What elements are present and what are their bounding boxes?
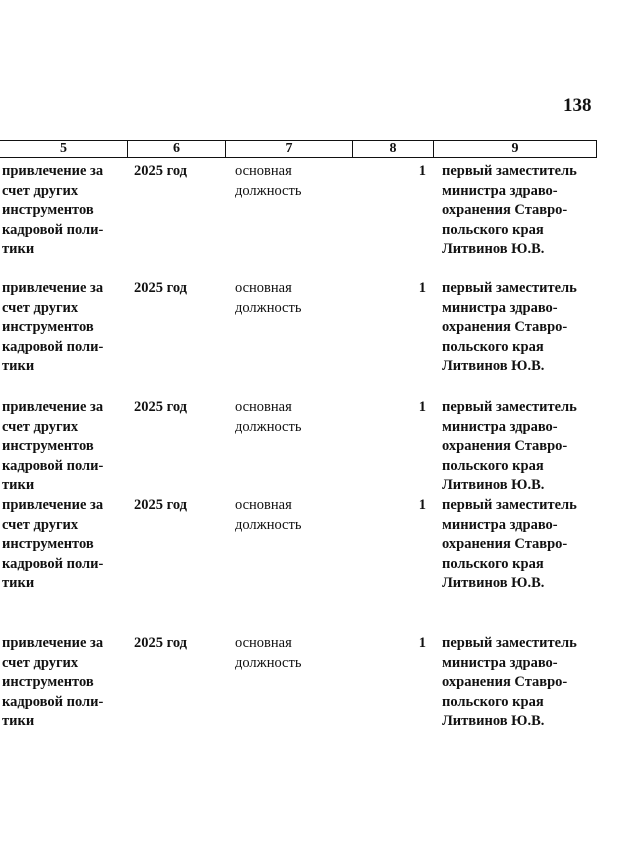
column-header-6: 6 [128,141,226,157]
cell-year: 2025 год [134,399,188,415]
cell-method: привлечение за счет других инструментов кадровой поли- тики [2,163,104,257]
cell-count: 1 [418,635,426,651]
cell-responsible: первый заместитель министра здраво- охранения Ставро- польского края Литвинов Ю.В. [442,635,577,729]
cell-method: привлечение за счет других инструментов кадровой поли- тики [2,635,104,729]
column-header-8: 8 [353,141,434,157]
table-header [0,140,597,158]
cell-year: 2025 год [134,280,188,296]
page-number: 138 [563,95,592,116]
cell-method: привлечение за счет других инструментов кадровой поли- тики [2,497,104,591]
table-row [0,398,600,508]
cell-count: 1 [418,280,426,296]
cell-responsible: первый заместитель министра здраво- охранения Ставро- польского края Литвинов Ю.В. [442,280,577,374]
cell-year: 2025 год [134,635,188,651]
table-row [0,162,600,272]
cell-position: основная должность [235,280,302,316]
cell-responsible: первый заместитель министра здраво- охранения Ставро- польского края Литвинов Ю.В. [442,497,577,591]
cell-position: основная должность [235,163,302,199]
column-header-5: 5 [0,141,128,157]
cell-year: 2025 год [134,163,188,179]
table-row [0,496,600,606]
table-row [0,634,600,744]
cell-count: 1 [418,399,426,415]
cell-position: основная должность [235,497,302,533]
cell-year: 2025 год [134,497,188,513]
column-header-7: 7 [226,141,353,157]
table-row [0,279,600,389]
cell-count: 1 [418,497,426,513]
cell-method: привлечение за счет других инструментов кадровой поли- тики [2,399,104,493]
column-header-9: 9 [434,141,597,157]
cell-responsible: первый заместитель министра здраво- охранения Ставро- польского края Литвинов Ю.В. [442,163,577,257]
cell-method: привлечение за счет других инструментов кадровой поли- тики [2,280,104,374]
cell-count: 1 [418,163,426,179]
cell-position: основная должность [235,399,302,435]
cell-responsible: первый заместитель министра здраво- охранения Ставро- польского края Литвинов Ю.В. [442,399,577,493]
cell-position: основная должность [235,635,302,671]
